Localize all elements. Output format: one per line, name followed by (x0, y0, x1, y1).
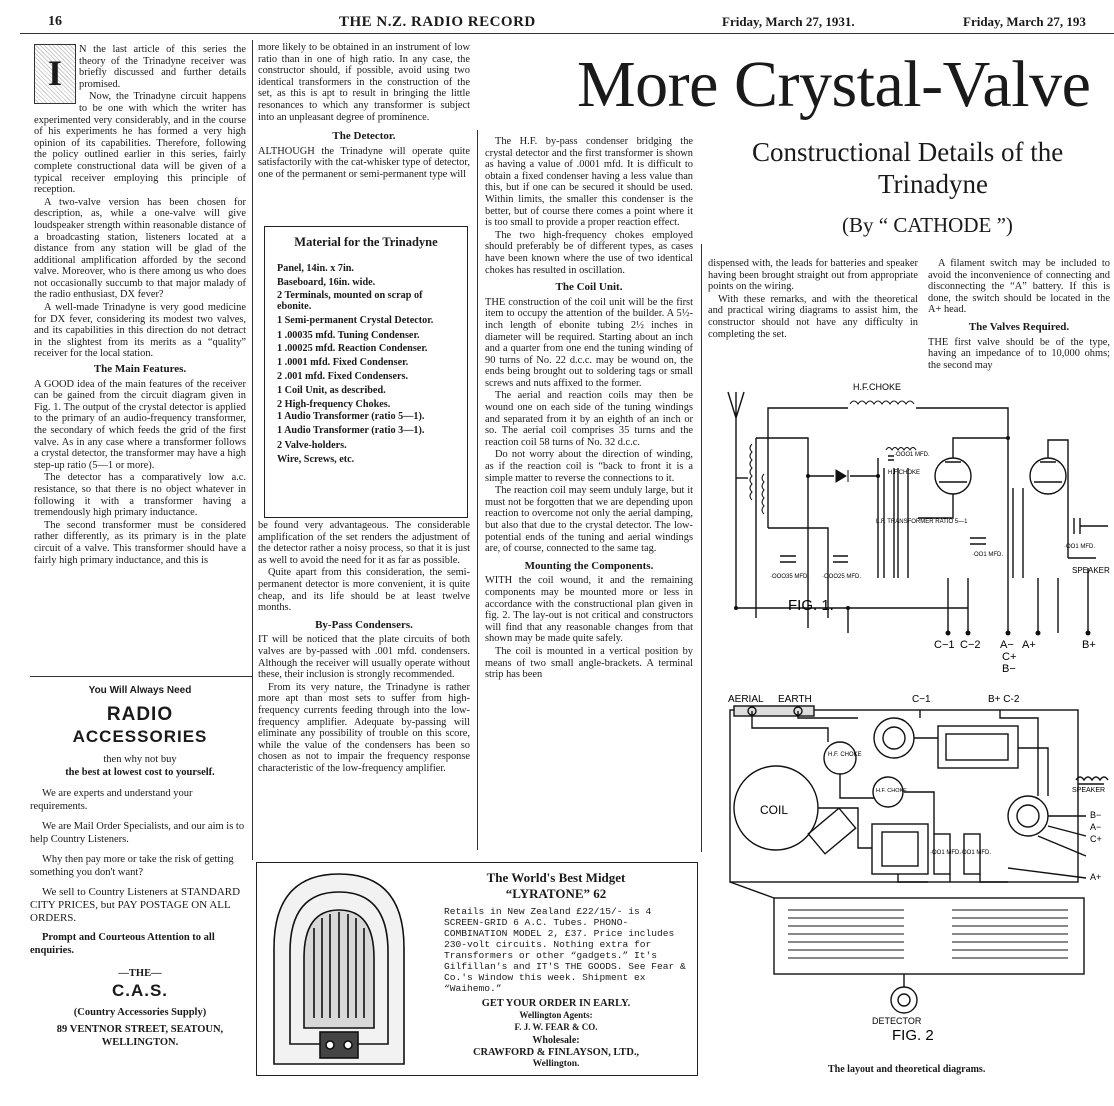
cas-addr-2: WELLINGTON. (101, 1037, 179, 1048)
material-item: Panel, 14in. x 7in. (277, 263, 354, 274)
coil-paragraph-2: The aerial and reaction coils may then be wound one on each side of the tuning windings and separated from it by an eighth of an inch or so. The aerial coil comprises 35 turns and the reaction coil 58 turns of No. 32 d.c.c. (485, 390, 693, 448)
material-item: 1 .0001 mfd. Fixed Condenser. (277, 357, 409, 369)
vertical-rule-2 (477, 130, 478, 850)
valves-paragraph: THE first valve should be of the type, having an impedance of to 10,000 ohms; the second may (928, 336, 1110, 371)
cas-line-1: then why not buy (103, 754, 177, 765)
col4-paragraph-1: dispensed with, the leads for batteries and speaker having been brought straight out from appropriate points on the wiring. (708, 258, 918, 293)
lyratone-body: Retails in New Zealand £22/15/- is 4 SCREEN-GRID 6 A.C. Tubes. PHONO-COMBINATION MODEL 2, £37. Price includes 230-volt circuits. Nothing extra for Transformers or other “gadgets.” It's Gilfillan's and IT'S THE GOODS. See Fear & Co.'s Window this week. Shipment ex “Waihemo.” (444, 906, 686, 994)
cas-line-2: the best at lowest cost to yourself. (65, 767, 215, 778)
column-4 (708, 258, 918, 341)
fig2-terminal-c-plus: C+ (1090, 834, 1102, 844)
col2-top-paragraph: more likely to be obtained in an instrument of low ratio than in one of high ratio. In any case, the constructor should, if possible, avoid using two identical transformers in the construction of the set, as this is apt to result in bringing the little resonances to which any transformer is subject into an unpleasant degree of prominence. (258, 42, 470, 123)
material-box (264, 226, 468, 518)
material-item: 2 High-frequency Chokes. (277, 398, 391, 410)
bypass-paragraph-1: IT will be noticed that the plate circuits of both valves are by-passed with .001 mfd. condensers. Although the receiver will usually operate without these, their inclusion is strongly recommended. (258, 634, 470, 681)
lyratone-agents-label: Wellington Agents: (519, 1009, 593, 1020)
intro-paragraph-3: A two-valve version has been chosen for description, as, while a one-valve will give loudspeaker strength within reasonable distance of a broadcasting station, listeners located at a distance from any station will be glad of the additional amplification afforded by the second valve. Moreover, who is there among us who does not occasionally succumb to that major malady of the radio enthusiast, DX fever? (34, 196, 246, 301)
date-left: Friday, March 27, 1931. (722, 14, 855, 29)
fig2-c1-label: C−1 (912, 694, 931, 705)
col1-separator (30, 676, 252, 677)
material-item: Wire, Screws, etc. (277, 454, 355, 466)
cas-lead: You Will Always Need (88, 685, 192, 696)
cas-p1: We are experts and understand your requirements. (30, 788, 193, 812)
coil-heading: The Coil Unit. (555, 281, 623, 294)
lyratone-wholesale-label: Wholesale: (532, 1035, 580, 1047)
column-2-lower (258, 520, 470, 775)
fig1-label: FIG. 1. (788, 597, 834, 614)
vertical-rule-1 (252, 40, 253, 860)
mounting-heading: Mounting the Components. (524, 559, 654, 572)
coil-paragraph-1: THE construction of the coil unit will be the first item to occupy the attention of the builder. A 5½-inch length of ebonite tubing 2½ inches in diameter will be required. Starting about an inch and a quarter from one end the tuning winding of 90 turns of No. 22 d.c.c. may be wound on, the ends being brought out to soldering tags or small screws and nuts affixed to the former. (485, 296, 693, 389)
main-features-paragraph-3: The second transformer must be considered rather differently, as its primary is in the plate circuit of a valve. This transformer should have a fairly high primary inductance, and this is (34, 519, 246, 566)
cas-addr-1: 89 VENTNOR STREET, SEATOUN, (56, 1024, 224, 1035)
fig2-earth-label: EARTH (778, 694, 812, 705)
fig2-b-c2-label: B+ C-2 (988, 694, 1020, 705)
fig1-terminal-c1: C−1 (934, 639, 955, 651)
lyratone-order: GET YOUR ORDER IN EARLY. (481, 998, 631, 1009)
fig1-terminal-c-plus: C+ (1002, 651, 1017, 663)
fig2-aerial-label: AERIAL (728, 694, 764, 705)
mounting-paragraph-2: The coil is mounted in a vertical position by means of two small angle-brackets. A terminal strip has been (485, 645, 693, 681)
fig1-circuit-diagram (708, 378, 1114, 680)
material-item: 1 Semi-permanent Crystal Detector. (277, 314, 434, 326)
bypass-heading: By-Pass Condensers. (315, 618, 413, 631)
fig1-cap-001b-label: ·OO1 MFD. (1064, 544, 1095, 550)
col2-after-box-2: Quite apart from this consideration, the semi-permanent detector is more convenient, it is quite cheap, and its life should be at least twelve months. (258, 567, 470, 614)
detector-heading: The Detector. (332, 130, 396, 143)
intro-paragraph-4: A well-made Trinadyne is very good medicine for DX fever, considering its modest two valves, and its capabilities in this direction do not detract in the slightest from its merits as a “quality” receiver for the local station. (34, 302, 246, 360)
material-item: 1 Audio Transformer (ratio 5—1). (277, 411, 425, 423)
fig1-transformer-label: L.F. TRANSFORMER RATIO 5—1 (876, 519, 968, 525)
date-right: Friday, March 27, 193 (963, 14, 1086, 29)
fig1-cap-001a-label: ·OO1 MFD. (972, 552, 1003, 558)
col5-paragraph: A filament switch may be included to avoid the inconvenience of connecting and disconnecting the “A” battery. If this is done, the switch should be located in the A+ head. (928, 258, 1110, 316)
material-item: 1 .00025 mfd. Reaction Condenser. (277, 343, 428, 355)
cas-p5: Prompt and Courteous Attention to all enquiries. (30, 932, 215, 956)
fig1-hf-choke-mid-label: H.F.CHOKE (888, 470, 921, 476)
fig2-label: FIG. 2 (892, 1027, 934, 1044)
cas-p2: We are Mail Order Specialists, and our aim is to help Country Listeners. (30, 821, 245, 845)
col3-paragraph-1: The H.F. by-pass condenser bridging the crystal detector and the first transformer is shown as having a value of .0001 mfd. It is difficult to obtain a fixed condenser having a less value than this, but if one can be secured it should be used. Within limits, the smaller this condenser is the better, but of course there comes a point where it is too small to provide a proper reaction effect. (485, 136, 693, 229)
column-1 (34, 44, 246, 567)
cas-sub: (Country Accessories Supply) (73, 1007, 207, 1018)
fig1-terminal-b-minus: B− (1002, 663, 1016, 675)
valves-heading: The Valves Required. (968, 320, 1070, 333)
fig1-terminal-a-minus: A− (1000, 639, 1014, 651)
vertical-rule-3 (701, 244, 702, 852)
lyratone-title-1: The World's Best Midget (486, 870, 626, 885)
col4-paragraph-2: With these remarks, and with the theoretical and practical wiring diagrams to assist him, the constructor should not have any difficulty in completing the set. (708, 293, 918, 340)
fig1-terminal-b-plus: B+ (1082, 639, 1096, 651)
figure-caption: The layout and theoretical diagrams. (828, 1064, 986, 1075)
article-subhead-2: Trinadyne (878, 169, 989, 199)
coil-paragraph-3: Do not worry about the direction of winding, as if the reaction coil is “back to front it is a simple matter to reverse the connections to it. (485, 449, 693, 484)
drop-cap-ornament: I (34, 44, 76, 104)
cas-big-accessories: ACCESSORIES (72, 727, 208, 746)
col3-paragraph-2: The two high-frequency chokes employed should preferably be of different types, as cases have been known where the use of two identical chokes has resulted in oscillation. (485, 229, 693, 276)
lyratone-title-2: “LYRATONE” 62 (505, 886, 607, 901)
detector-paragraph: ALTHOUGH the Trinadyne will operate quite satisfactorily with the cat-whisker type of detector, one of the permanent or semi-permanent type will (258, 145, 470, 180)
column-5 (928, 258, 1110, 372)
fig1-terminal-a-plus: A+ (1022, 639, 1036, 651)
fig1-cap-00025-label: ·OOO25 MFD. (822, 574, 862, 580)
column-2 (258, 42, 470, 182)
article-byline: (By “ CATHODE ”) (842, 213, 1013, 237)
material-list (265, 262, 467, 467)
material-item: 2 Valve-holders. (277, 440, 347, 452)
cas-the: —THE— (118, 968, 162, 979)
fig2-hf-choke-1-label: H.F. CHOKE (828, 752, 862, 758)
fig2-cap-b-label: ·OO1 MFD. (960, 850, 991, 856)
material-item: 1 Audio Transformer (ratio 3—1). (277, 425, 425, 437)
article-headline: More Crystal-Valve (577, 50, 1091, 120)
material-item: 1 Coil Unit, as described. (277, 384, 386, 396)
intro-paragraph-1: N the last article of this series the theory of the Trinadyne receiver was briefly discussed and further details promised. (79, 44, 246, 90)
column-3 (485, 136, 693, 682)
main-features-heading: The Main Features. (93, 363, 187, 376)
cas-big-radio: RADIO (106, 704, 174, 725)
fig1-speaker-label: SPEAKER (1072, 566, 1110, 575)
fig2-speaker-label: SPEAKER (1072, 787, 1106, 794)
paper-title: THE N.Z. RADIO RECORD (339, 14, 536, 30)
mounting-paragraph-1: WITH the coil wound, it and the remaining components may be mounted more or less in accordance with the constructional plan given in fig. 2. The lay-out is not critical and constructors will find that any reasonable changes from that shown may be made quite safely. (485, 575, 693, 645)
lyratone-agents: F. J. W. FEAR & CO. (514, 1021, 598, 1032)
fig1-terminal-c2: C−2 (960, 639, 981, 651)
lyratone-copy (422, 870, 690, 1071)
fig2-terminal-a-minus: A− (1090, 822, 1102, 832)
fig1-cap-0001-label: ·OOO1 MFD. (894, 452, 930, 458)
material-item: 2 .001 mfd. Fixed Condensers. (277, 370, 409, 382)
fig1-cap-00035-label: ·OOO35 MFD. (770, 574, 810, 580)
fig2-cap-a-label: ·OO1 MFD. (930, 850, 961, 856)
material-item: 1 .00035 mfd. Tuning Condenser. (277, 329, 420, 341)
material-item: Baseboard, 16in. wide. (277, 276, 376, 288)
fig2-hf-choke-2-label: H.F. CHOKE (876, 788, 907, 794)
material-box-title: Material for the Trinadyne (294, 235, 438, 249)
cas-name: C.A.S. (111, 981, 169, 1000)
fig2-detector-label: DETECTOR (872, 1016, 922, 1026)
page-number: 16 (48, 14, 62, 29)
lyratone-wholesale: CRAWFORD & FINLAYSON, LTD., (472, 1047, 640, 1059)
fig2-terminal-b-minus: B− (1090, 810, 1102, 820)
masthead-rule (20, 33, 1114, 34)
radio-cabinet-illustration (264, 868, 414, 1068)
main-features-paragraph-1: A GOOD idea of the main features of the receiver can be gained from the circuit diagram given in Fig. 1. The output of the crystal detector is applied to the primary of an audio-frequency transformer, the secondary of which feeds the grid of the first valve. As in any case where a transformer follows a crystal detector, the transformer may have a high step-up ratio (5—1 or more). (34, 378, 246, 471)
material-item: 2 Terminals, mounted on scrap of ebonite. (277, 289, 423, 312)
intro-paragraph-2: Now, the Trinadyne circuit happens to be one with which the writer has experimented very considerably, and in the course of his experiments he has formed a very high opinion of its capabilities. Therefore, following the policy outlined earlier in this series, fairly complete constructional data will be given of a typical receiver employing this principle of reception. (34, 91, 246, 196)
col2-after-box: be found very advantageous. The considerable amplification of the set renders the adjustment of the detector rather a noisy process, so that it is just as well to avoid the need for it as far as possible. (258, 520, 470, 566)
cas-p3: Why then pay more or take the risk of getting something you don't want? (30, 854, 234, 878)
cas-p4: We sell to Country Listeners at STANDARD CITY PRICES, but PAY POSTAGE ON ALL ORDERS. (30, 886, 241, 924)
fig1-hf-choke-top-label: H.F.CHOKE (853, 382, 902, 392)
fig2-layout-diagram (708, 688, 1114, 1048)
fig2-terminal-a-plus: A+ (1090, 872, 1102, 882)
article-subhead-1: Constructional Details of the (752, 137, 1064, 167)
coil-paragraph-4: The reaction coil may seem unduly large, but it must not be forgotten that we are depending upon reaction to overcome not only the aerial damping, but also that due to the crystal detector. The low-potential ends of the tuning and aerial windings are, of course, connected to the same tag. (485, 485, 693, 555)
lyratone-city: Wellington. (532, 1058, 580, 1069)
fig2-coil-label: COIL (760, 803, 789, 817)
cas-advertisement (30, 684, 250, 1049)
main-features-paragraph-2: The detector has a comparatively low a.c. resistance, so that there is no object whatever in following it with a transformer having a tremendously high primary inductance. (34, 472, 246, 519)
bypass-paragraph-2: From its very nature, the Trinadyne is rather more apt than most sets to suffer from high-frequency currents feeding through into the low-frequency amplifier. Adequate by-passing will eliminate any possibility of trouble on this score, while the value of the condensers has been so chosen as not to impair the frequency response characteristic of the low-frequency amplifier. (258, 681, 470, 774)
